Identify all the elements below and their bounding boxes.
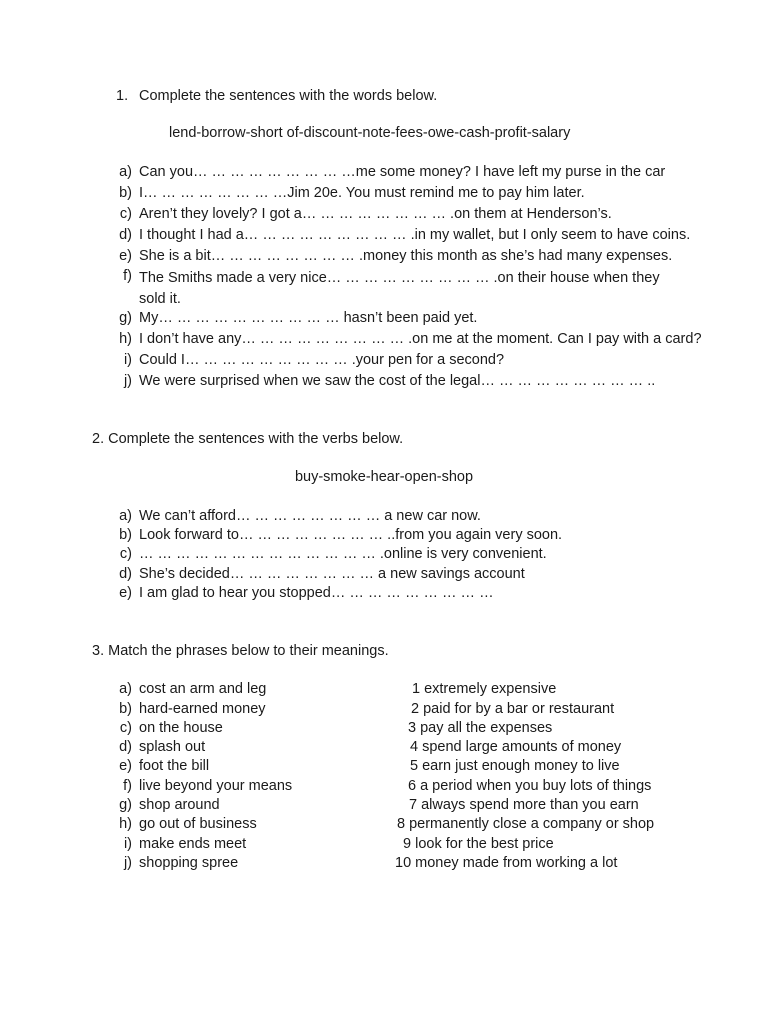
- item-label: e): [119, 758, 132, 774]
- exercise-1-heading: Complete the sentences with the words below.: [139, 88, 438, 104]
- item-label: g): [119, 310, 132, 326]
- item-label: f): [123, 778, 132, 794]
- meaning: 8 permanently close a company or shop: [397, 816, 655, 832]
- meaning: 1 extremely expensive: [412, 681, 557, 697]
- item-sentence: Could I… … … … … … … … … .your pen for a second?: [139, 352, 505, 368]
- item-sentence: I… … … … … … … …Jim 20e. You must remind me to pay him later.: [139, 185, 585, 201]
- phrase: cost an arm and leg: [139, 681, 267, 697]
- item-sentence: I am glad to hear you stopped… … … … … … … … …: [139, 585, 494, 601]
- exercise-2-heading: 2. Complete the sentences with the verbs below.: [92, 431, 404, 447]
- meaning: 7 always spend more than you earn: [409, 797, 639, 813]
- item-sentence: My… … … … … … … … … … hasn’t been paid yet.: [139, 310, 478, 326]
- exercise-1-number: 1.: [116, 88, 129, 104]
- phrase: go out of business: [139, 816, 257, 832]
- item-label: b): [119, 527, 132, 543]
- item-sentence: We can’t afford… … … … … … … … a new car now.: [139, 508, 481, 524]
- item-label: c): [119, 546, 132, 562]
- phrase: make ends meet: [139, 836, 247, 852]
- phrase: live beyond your means: [139, 778, 293, 794]
- item-sentence: She is a bit… … … … … … … … .money this month as she’s had many expenses.: [139, 248, 673, 264]
- item-label: h): [119, 331, 132, 347]
- item-label: g): [119, 797, 132, 813]
- meaning: 9 look for the best price: [403, 836, 554, 852]
- phrase: shopping spree: [139, 855, 239, 871]
- item-label: a): [119, 681, 132, 697]
- item-label: h): [119, 816, 132, 832]
- phrase: on the house: [139, 720, 223, 736]
- item-label: d): [119, 227, 132, 243]
- exercise-3-heading: 3. Match the phrases below to their meanings.: [92, 643, 389, 659]
- meaning: 10 money made from working a lot: [395, 855, 618, 871]
- item-label: d): [119, 739, 132, 755]
- item-label: f): [123, 268, 132, 284]
- item-sentence: We were surprised when we saw the cost of the legal… … … … … … … … … ..: [139, 373, 656, 389]
- item-label: i): [123, 352, 132, 368]
- item-sentence: Look forward to… … … … … … … … ..from you again very soon.: [139, 527, 563, 543]
- item-label: i): [123, 836, 132, 852]
- item-label: e): [119, 248, 132, 264]
- item-label: c): [119, 720, 132, 736]
- exercise-2-word-bank: buy-smoke-hear-open-shop: [294, 469, 474, 485]
- meaning: 4 spend large amounts of money: [410, 739, 622, 755]
- item-sentence: I thought I had a… … … … … … … … … .in my wallet, but I only seem to have coins.: [139, 227, 691, 243]
- item-sentence: I don’t have any… … … … … … … … … .on me at the moment. Can I pay with a card?: [139, 331, 702, 347]
- item-label: a): [119, 508, 132, 524]
- item-label: e): [119, 585, 132, 601]
- phrase: shop around: [139, 797, 220, 813]
- item-label: d): [119, 566, 132, 582]
- meaning: 2 paid for by a bar or restaurant: [411, 701, 615, 717]
- item-label: b): [119, 185, 132, 201]
- exercise-1-word-bank: lend-borrow-short of-discount-note-fees-owe-cash-profit-salary: [169, 125, 571, 141]
- item-sentence: She’s decided… … … … … … … … a new savings account: [139, 566, 525, 582]
- item-label: b): [119, 701, 132, 717]
- meaning: 5 earn just enough money to live: [410, 758, 620, 774]
- meaning: 6 a period when you buy lots of things: [408, 778, 652, 794]
- item-label: j): [123, 373, 132, 389]
- meaning: 3 pay all the expenses: [408, 720, 553, 736]
- item-label: a): [119, 164, 132, 180]
- item-sentence: The Smiths made a very nice… … … … … … … … … .on their house when they sold it.: [139, 270, 660, 307]
- item-label: c): [119, 206, 132, 222]
- phrase: foot the bill: [139, 758, 210, 774]
- phrase: splash out: [139, 739, 206, 755]
- item-sentence: Can you… … … … … … … … …me some money? I have left my purse in the car: [139, 164, 666, 180]
- item-label: j): [123, 855, 132, 871]
- item-sentence: Aren’t they lovely? I got a… … … … … … … … .on them at Henderson’s.: [139, 206, 612, 222]
- item-sentence: … … … … … … … … … … … … … .online is very convenient.: [139, 546, 547, 562]
- phrase: hard-earned money: [139, 701, 266, 717]
